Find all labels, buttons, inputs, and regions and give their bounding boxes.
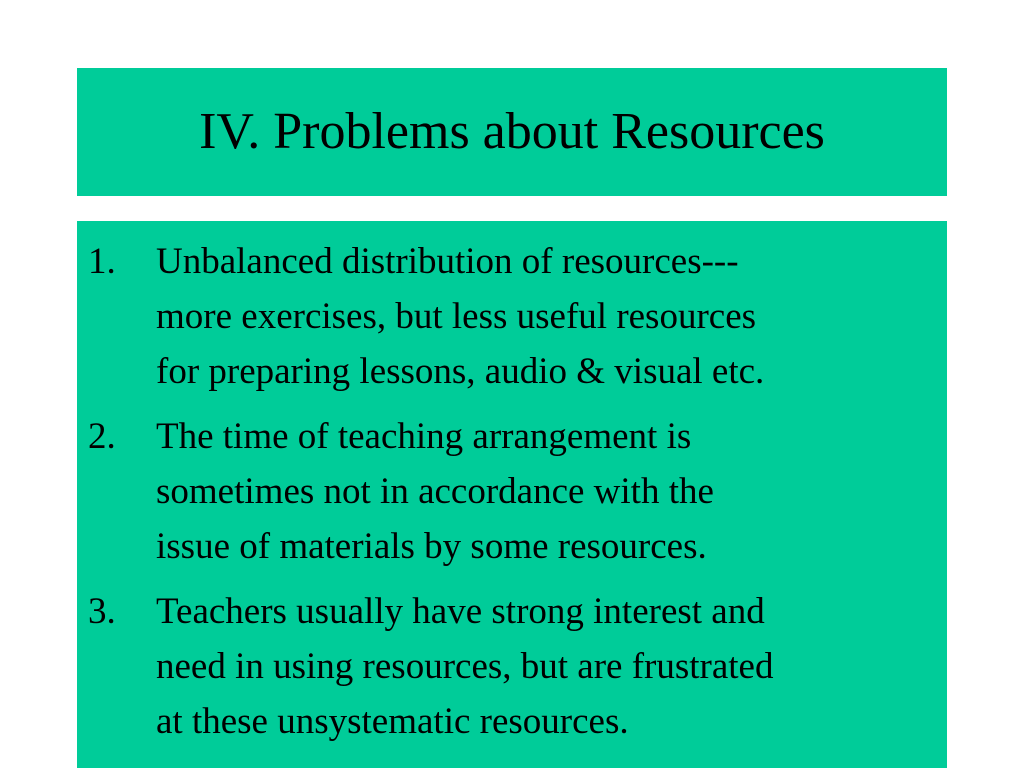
list-item-line: Unbalanced distribution of resources--- xyxy=(156,241,739,282)
list-item-number: 1. xyxy=(88,241,116,282)
list-item-line: issue of materials by some resources. xyxy=(156,526,707,567)
slide-title: IV. Problems about Resources xyxy=(199,103,825,160)
title-panel xyxy=(77,68,947,196)
list-item xyxy=(77,409,947,574)
list-item-text xyxy=(156,584,936,749)
list-item-line: sometimes not in accordance with the xyxy=(156,471,714,512)
list-item-text xyxy=(156,409,936,574)
problem-list xyxy=(77,234,947,759)
list-item-number: 2. xyxy=(88,416,116,457)
list-item-line: The time of teaching arrangement is xyxy=(156,416,692,457)
list-item xyxy=(77,234,947,399)
list-item-line: more exercises, but less useful resources xyxy=(156,296,757,337)
list-item-line: need in using resources, but are frustrated xyxy=(156,646,774,687)
list-item-text xyxy=(156,234,936,399)
list-item xyxy=(77,584,947,749)
list-item-line: Teachers usually have strong interest and xyxy=(156,591,765,632)
list-item-number: 3. xyxy=(88,591,116,632)
content-panel xyxy=(77,221,947,768)
list-item-line: for preparing lessons, audio & visual etc. xyxy=(156,351,765,392)
list-item-line: at these unsystematic resources. xyxy=(156,701,629,742)
